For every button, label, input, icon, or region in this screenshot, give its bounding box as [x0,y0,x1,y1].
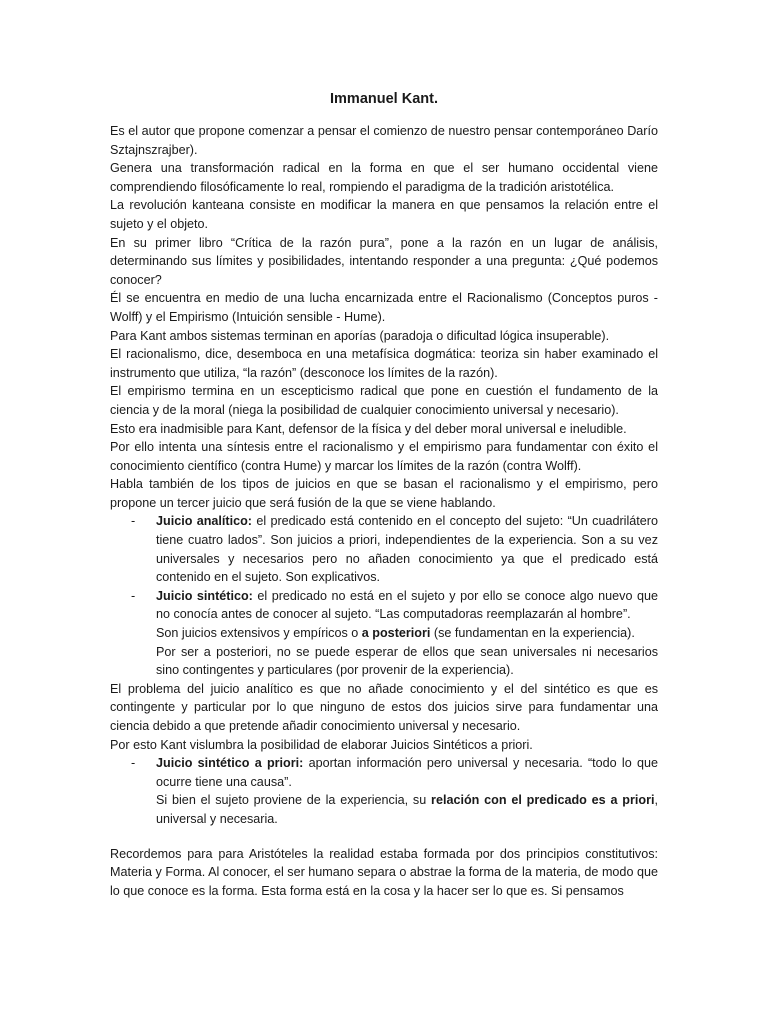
list-item-extra-text: Si bien el sujeto proviene de la experiencia, su [156,793,432,808]
list-item-term: Juicio sintético a priori: [156,756,304,771]
paragraph: Esto era inadmisible para Kant, defensor de la física y del deber moral universal e ineludible. [110,421,627,436]
paragraph: Es el autor que propone comenzar a pensar el comienzo de nuestro pensar contemporáneo Darío Sztajnszrajber). [110,124,658,157]
list-item-term: Juicio analítico: [156,514,252,529]
list-item-extra-text: (se fundamentan en la experiencia). [430,626,635,641]
list-item-extra-text: , universal y necesaria. [156,793,658,826]
list-dash [131,754,135,773]
list-item-description: aportan información pero universal y necesaria. “todo lo que ocurre tiene una causa”. [156,756,659,789]
paragraph: Él se encuentra en medio de una lucha encarnizada entre el Racionalismo (Conceptos puros - Wolff) y el Empirismo (Intuición sensible - Hume). [110,291,658,324]
paragraph: Por ello intenta una síntesis entre el racionalismo y el empirismo para fundamentar con éxito el conocimiento científico (contra Hume) y marcar los límites de la razón (contra Wolff). [110,440,658,473]
list-dash [131,587,135,606]
paragraph: El empirismo termina en un escepticismo radical que pone en cuestión el fundamento de la ciencia y de la moral (niega la posibilidad de cualquier conocimiento universal y necesario). [110,384,658,417]
spacer [110,829,658,845]
list-item-description: el predicado no está en el sujeto y por ello se conoce algo nuevo que no conocía antes de conocer al sujeto. “Las computadoras reemplazarán al hombre”. [156,588,658,622]
list-item-extra-bold: a posteriori [361,626,431,641]
paragraph: El problema del juicio analítico es que no añade conocimiento y el del sintético es que es contingente y particular por lo que ninguno de estos dos juicios sirve para fundamentar una ciencia debido a que pretende añadir conocimiento universal y necesario. [110,681,658,733]
paragraph: El racionalismo, dice, desemboca en una metafísica dogmática: teoriza sin haber examinado el instrumento que utiliza, “la razón” (desconoce los límites de la razón). [110,347,658,380]
document-title: Immanuel Kant. [330,91,438,107]
paragraph: Por esto Kant vislumbra la posibilidad de elaborar Juicios Sintéticos a priori. [110,737,533,752]
list-item-term: Juicio sintético: [156,588,253,603]
list-item-synthetic-judgment [110,587,658,680]
paragraph: Genera una transformación radical en la forma en que el ser humano occidental viene comprendiendo filosóficamente lo real, rompiendo el paradigma de la tradición aristotélica. [110,161,658,194]
list-item-analytic-judgment [110,512,658,586]
list-item-text [156,587,658,624]
document-body [110,122,658,900]
list-item-extra-bold: relación con el predicado es a priori [431,793,655,808]
paragraph: Para Kant ambos sistemas terminan en aporías (paradoja o dificultad lógica insuperable). [110,328,610,343]
list-item-text [156,754,658,791]
judgment-list [110,754,658,828]
list-item-text [156,512,658,586]
list-item-extra [156,624,658,643]
closing-paragraph: Recordemos para para Aristóteles la realidad estaba formada por dos principios constitutivos: Materia y Forma. Al conocer, el ser humano separa o abstrae la forma de la materia, de modo que lo que conoce es la forma. Esta forma está en la cosa y la hacer ser lo que es. Si pensamos [110,846,658,898]
paragraph: En su primer libro “Crítica de la razón pura”, pone a la razón en un lugar de análisis, determinando sus límites y posibilidades, intentando responder a una pregunta: ¿Qué podemos conocer? [110,235,658,287]
list-item-extra [156,791,658,828]
list-dash [131,512,135,531]
paragraph: La revolución kanteana consiste en modificar la manera en que pensamos la relación entre el sujeto y el objeto. [110,198,658,231]
paragraph: Habla también de los tipos de juicios en que se basan el racionalismo y el empirismo, pero propone un tercer juicio que será fusión de la que se viene hablando. [110,477,658,510]
list-item-extra-text: Son juicios extensivos y empíricos o [156,626,362,641]
list-item-extra: Por ser a posteriori, no se puede esperar de ellos que sean universales ni necesarios sino contingentes y particulares (por provenir de la experiencia). [156,644,658,678]
list-item-synthetic-a-priori [110,754,658,828]
judgment-list [110,512,658,679]
list-item-description: el predicado está contenido en el concepto del sujeto: “Un cuadrilátero tiene cuatro lados”. Son juicios a priori, independientes de la experiencia. Son a su vez universales y necesarios pero no añaden conocimiento ya que el predicado está contenido en el sujeto. Son explicativos. [156,514,658,585]
